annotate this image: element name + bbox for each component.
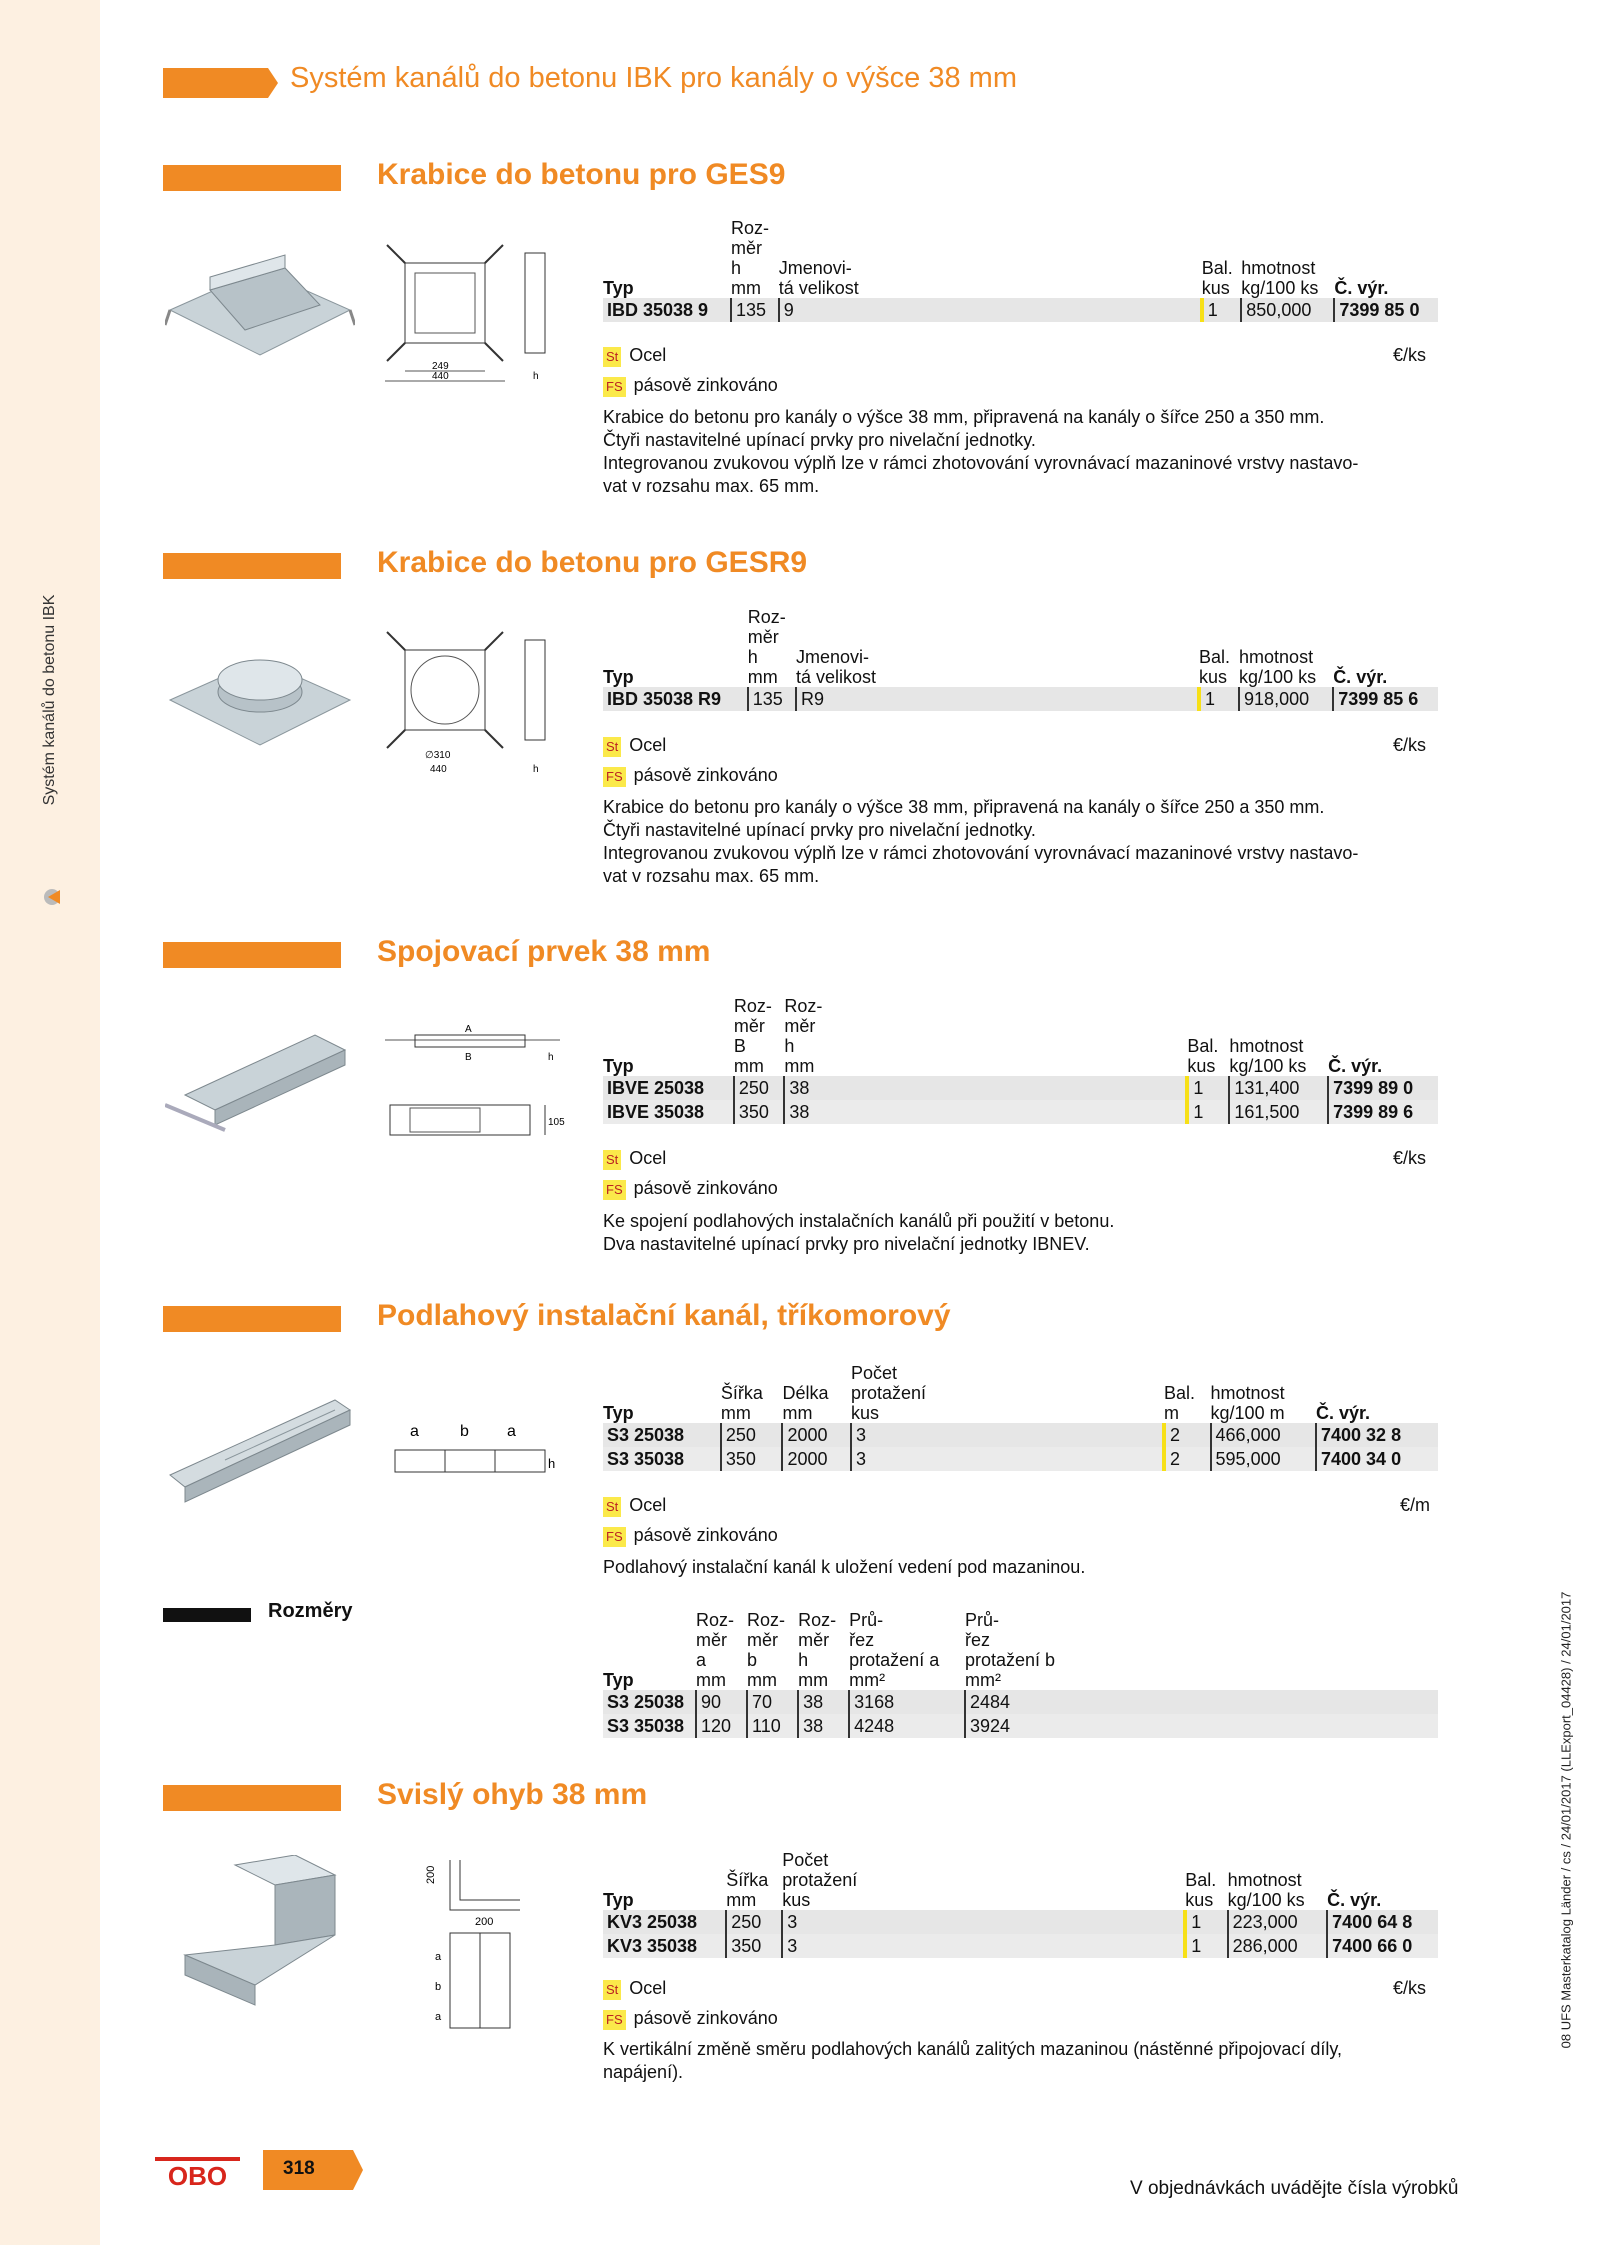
product-table: Typ Šířka mm Počet protažení kus Bal. kus hmotnost kg/100 ks Č. výr. KV3 25038 250 3 1 223,000 7400 64 8 KV3 35038 350 3 1 286,000 7400 66 0 [603, 1850, 1438, 1958]
footer-note: V objednávkách uvádějte čísla výrobků [1130, 2178, 1459, 2199]
section-title: Spojovací prvek 38 mm [377, 935, 711, 968]
technical-drawing [420, 1855, 530, 2035]
table-row: S3 25038 250 2000 3 2 466,000 7400 32 8 [603, 1423, 1438, 1447]
section-title: Svislý ohyb 38 mm [377, 1778, 648, 1811]
col-header: hmotnost kg/100 ks [1241, 258, 1319, 298]
product-photo [165, 250, 355, 380]
header-tab-icon [163, 68, 278, 103]
product-description: K vertikální změně směru podlahových kanálů zalitých mazaninou (nástěnné připojovací díly, napájení). [603, 2039, 1343, 2082]
side-section-label: Systém kanálů do betonu IBK [41, 594, 58, 806]
section-bar [163, 165, 341, 191]
product-description: Krabice do betonu pro kanály o výšce 38 mm, připravená na kanály o šířce 250 a 350 mm. Čtyři nastavitelné upínací prvky pro nivelační jednotky. Integrovanou zvukovou výplň lze v rámci zhotovování vyrovnávací mazaninové vrstvy nastavo- vat v rozsahu max. 65 mm. [603, 797, 1359, 886]
product-photo [165, 1855, 355, 2020]
drawing-label: 249 [432, 361, 449, 372]
material-steel: St Ocel [603, 345, 666, 367]
material-steel: St Ocel [603, 1148, 666, 1170]
table-row: IBVE 25038 250 38 1 131,400 7399 89 0 [603, 1076, 1438, 1100]
drawing-label: b [460, 1423, 469, 1440]
section-bar [163, 1306, 341, 1332]
drawing-label: 440 [430, 764, 447, 775]
section-bar [163, 942, 341, 968]
product-photo [165, 1395, 355, 1510]
col-header: Jmenovi- tá velikost [778, 258, 859, 298]
product-table: Typ Roz- měr B mm Roz- měr h mm Bal. kus hmotnost kg/100 ks Č. výr. IBVE 25038 250 38 1 131,400 7399 89 0 IBVE 35038 350 38 1 161,500 7399 89 6 [603, 996, 1438, 1124]
material-finish: FS pásově zinkováno [603, 1178, 778, 1200]
table-row: S3 35038 350 2000 3 2 595,000 7400 34 0 [603, 1447, 1438, 1471]
drawing-label: a [410, 1423, 419, 1440]
dimensions-table: Typ Roz- měr a mm Roz- měr b mm Roz- měr h mm Prů- řez protažení a mm² Prů- řez protažení b mm² S3 25038 90 70 38 3168 2484 S3 35038 120 110 38 4248 3924 [603, 1610, 1438, 1738]
drawing-label: A [465, 1024, 472, 1035]
material-steel: St Ocel [603, 1495, 666, 1517]
drawing-label: B [465, 1052, 472, 1063]
drawing-label: b [435, 1981, 442, 1993]
material-steel: St Ocel [603, 735, 666, 757]
page-number: 318 [283, 2158, 315, 2179]
drawing-label: a [435, 2011, 442, 2023]
table-row: KV3 35038 350 3 1 286,000 7400 66 0 [603, 1934, 1438, 1958]
product-photo [165, 1025, 355, 1140]
table-row: KV3 25038 250 3 1 223,000 7400 64 8 [603, 1910, 1438, 1934]
drawing-label: 200 [425, 1865, 437, 1884]
drawing-label: h [533, 764, 539, 775]
price-unit: €/ks [1393, 1978, 1427, 1998]
product-table: Typ Šířka mm Délka mm Počet protažení kus Bal. m hmotnost kg/100 m Č. výr. S3 25038 250 2000 3 2 466,000 7400 32 8 S3 35038 350 2000 3 2 595,000 7400 34 0 [603, 1363, 1438, 1471]
technical-drawing [385, 630, 570, 785]
product-table [603, 218, 1438, 322]
drawing-label: a [507, 1423, 516, 1440]
drawing-label: 440 [432, 371, 449, 382]
page-title: Systém kanálů do betonu IBK pro kanály o výšce 38 mm [290, 62, 1017, 94]
section-marker-icon [42, 880, 62, 919]
table-row: S3 35038 120 110 38 4248 3924 [603, 1714, 1438, 1738]
table-row: IBD 35038 R9 135 R9 1 918,000 7399 85 6 [603, 687, 1438, 711]
obo-logo [155, 2157, 240, 2194]
technical-drawing [385, 1420, 565, 1490]
catalog-reference: 08 UFS Masterkatalog Länder / cs / 24/01/2017 (LLExport_04428) / 24/01/2017 [1558, 1591, 1574, 2049]
product-photo [165, 640, 355, 770]
col-header: Bal. kus [1201, 258, 1233, 298]
technical-drawing [385, 243, 570, 393]
drawing-label: a [435, 1951, 442, 1963]
section-title: Krabice do betonu pro GESR9 [377, 546, 808, 579]
material-finish: FS pásově zinkováno [603, 375, 778, 397]
col-header: Č. výr. [1334, 278, 1389, 298]
price-unit: €/ks [1393, 735, 1427, 755]
col-header: Roz- měr h mm [731, 218, 770, 298]
table-row: IBD 35038 9 135 9 1 850,000 7399 85 0 [603, 298, 1438, 322]
technical-drawing [380, 1020, 570, 1155]
material-finish: FS pásově zinkováno [603, 765, 778, 787]
svg-text:OBO: OBO [167, 2161, 228, 2189]
price-unit: €/ks [1393, 345, 1427, 365]
col-header: Typ [603, 278, 634, 298]
drawing-label: h [548, 1456, 556, 1471]
product-description: Ke spojení podlahových instalačních kanálů při použití v betonu. Dva nastavitelné upínací prvky pro nivelační jednotky IBNEV. [603, 1211, 1115, 1254]
product-description: Krabice do betonu pro kanály o výšce 38 mm, připravená na kanály o šířce 250 a 350 mm. Čtyři nastavitelné upínací prvky pro nivelační jednotky. Integrovanou zvukovou výplň lze v rámci zhotovování vyrovnávací mazaninové vrstvy nastavo- vat v rozsahu max. 65 mm. [603, 407, 1359, 496]
table-row: S3 25038 90 70 38 3168 2484 [603, 1690, 1438, 1714]
drawing-label: ∅310 [425, 750, 451, 761]
dimensions-bar [163, 1608, 251, 1622]
left-color-strip [0, 0, 100, 2245]
price-unit: €/ks [1393, 1148, 1427, 1168]
section-title: Podlahový instalační kanál, tříkomorový [377, 1299, 951, 1332]
material-finish: FS pásově zinkováno [603, 2008, 778, 2030]
section-bar [163, 553, 341, 579]
section-bar [163, 1785, 341, 1811]
dimensions-title: Rozměry [268, 1600, 353, 1622]
product-table: Typ Roz- měr h mm Jmenovi- tá velikost Bal. kus hmotnost kg/100 ks Č. výr. IBD 35038 R9 135 R9 1 918,000 7399 85 6 [603, 607, 1438, 711]
section-title: Krabice do betonu pro GES9 [377, 158, 786, 191]
material-steel: St Ocel [603, 1978, 666, 2000]
drawing-label: 200 [475, 1916, 494, 1928]
price-unit: €/m [1400, 1495, 1431, 1515]
product-description: Podlahový instalační kanál k uložení vedení pod mazaninou. [603, 1557, 1086, 1577]
material-finish: FS pásově zinkováno [603, 1525, 778, 1547]
table-row: IBVE 35038 350 38 1 161,500 7399 89 6 [603, 1100, 1438, 1124]
drawing-label: 105 [548, 1117, 565, 1128]
drawing-label: h [548, 1052, 554, 1063]
drawing-label: h [533, 371, 539, 382]
